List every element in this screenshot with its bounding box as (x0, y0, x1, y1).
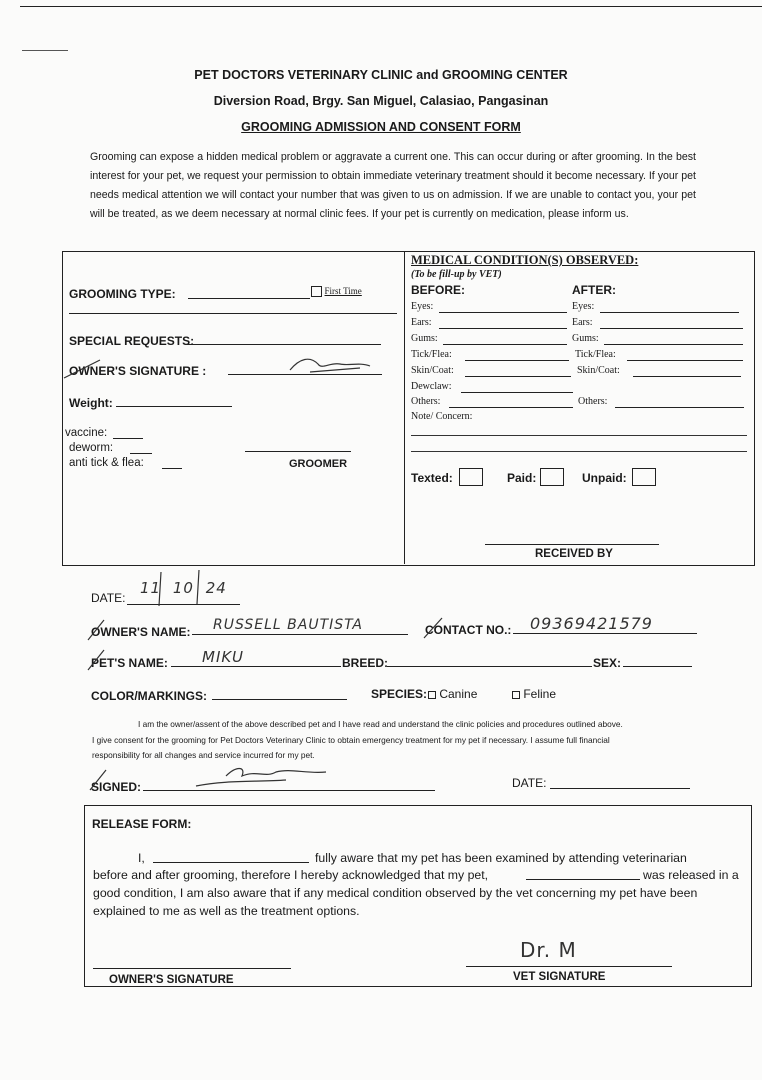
before-ears-field[interactable] (439, 316, 567, 329)
weight-field[interactable] (116, 394, 232, 407)
before-eyes-field[interactable] (439, 300, 567, 313)
release-text-2: before and after grooming, therefore I hereby acknowledged that my pet, (93, 868, 489, 882)
after-gums-label: Gums: (572, 333, 599, 344)
vaccine-label: vaccine: (65, 427, 108, 439)
vaccine-field[interactable] (113, 426, 143, 439)
before-skin-label: Skin/Coat: (411, 365, 454, 376)
before-eyes-label: Eyes: (411, 301, 434, 312)
release-i: I, (138, 851, 145, 865)
after-gums-field[interactable] (604, 332, 743, 345)
after-eyes-label: Eyes: (572, 301, 595, 312)
contact-value: 09369421579 (530, 614, 653, 633)
color-markings-label: COLOR/MARKINGS: (91, 689, 207, 703)
before-ears-label: Ears: (411, 317, 432, 328)
groomer-line (245, 451, 351, 452)
tick-marks-owner (86, 612, 446, 642)
species-label: SPECIES: (371, 687, 428, 701)
after-skin-field[interactable] (633, 364, 741, 377)
canine-option[interactable] (428, 687, 477, 701)
pet-name-label: PET'S NAME: (91, 656, 168, 670)
before-gums-field[interactable] (443, 332, 567, 345)
canine-checkbox[interactable] (428, 691, 436, 699)
scan-mark (22, 50, 68, 51)
release-text-3: was released in a (643, 868, 739, 882)
box-divider (404, 251, 405, 564)
date2-field[interactable] (550, 776, 690, 789)
owner-name-value: RUSSELL BAUTISTA (213, 617, 363, 633)
after-others-field[interactable] (615, 395, 744, 408)
grooming-type-field[interactable] (188, 286, 310, 299)
signed-label: SIGNED: (91, 780, 142, 794)
note-label: Note/ Concern: (411, 411, 473, 422)
owner-name-label: OWNER'S NAME: (91, 625, 191, 639)
feline-option[interactable] (512, 687, 556, 701)
texted-label: Texted: (411, 471, 453, 485)
after-eyes-field[interactable] (600, 300, 739, 313)
owner-sig-label: OWNER'S SIGNATURE (109, 974, 234, 986)
before-tick-label: Tick/Flea: (411, 349, 452, 360)
sex-label: SEX: (593, 656, 622, 670)
owner-signature-scribble (60, 352, 380, 382)
clinic-address: Diversion Road, Brgy. San Miguel, Calasiao, Pangasinan (213, 94, 549, 108)
grooming-type-label: GROOMING TYPE: (69, 287, 176, 301)
clinic-name: PET DOCTORS VETERINARY CLINIC and GROOMING CENTER (194, 68, 568, 82)
before-heading: BEFORE: (411, 283, 465, 297)
paid-label: Paid: (507, 471, 537, 485)
received-by-label: RECEIVED BY (535, 548, 613, 560)
anti-tick-label: anti tick & flea: (69, 457, 144, 469)
paid-checkbox[interactable] (540, 468, 564, 486)
texted-checkbox[interactable] (459, 468, 483, 486)
deworm-label: deworm: (69, 442, 114, 454)
after-tick-field[interactable] (627, 348, 743, 361)
pet-name-field[interactable] (171, 654, 341, 667)
release-text-5: explained to me as well as the treatment options. (93, 904, 360, 918)
after-ears-label: Ears: (572, 317, 593, 328)
anti-tick-field[interactable] (162, 456, 182, 469)
release-text-4: good condition, I am also aware that if any medical condition observed by the vet concerning my pet have been (93, 886, 698, 900)
consent-line-2: I give consent for the grooming for Pet Doctors Veterinary Clinic to obtain emergency treatment for my pet if necessary. I assume full financial (92, 735, 610, 745)
date-value: 11 10 24 (140, 579, 227, 597)
release-pet-field[interactable] (526, 867, 640, 880)
medical-subtitle: (To be fill-up by VET) (411, 269, 502, 280)
release-text-1: fully aware that my pet has been examined by attending veterinarian (315, 851, 687, 865)
weight-label: Weight: (69, 396, 113, 410)
vet-sig-value: Dr. M (520, 938, 577, 962)
before-skin-field[interactable] (465, 364, 571, 377)
owner-signature-label: OWNER'S SIGNATURE : (69, 364, 207, 378)
before-others-field[interactable] (449, 395, 573, 408)
dewclaw-field[interactable] (461, 380, 573, 393)
breed-label: BREED: (342, 656, 389, 670)
vet-sig-line[interactable] (466, 966, 672, 967)
before-gums-label: Gums: (411, 333, 438, 344)
medical-title: MEDICAL CONDITION(S) OBSERVED: (411, 253, 639, 267)
note-line-2[interactable] (411, 451, 747, 452)
received-by-line[interactable] (485, 544, 659, 545)
color-markings-field[interactable] (212, 687, 347, 700)
owner-sig-line[interactable] (93, 968, 291, 969)
sex-field[interactable] (623, 654, 692, 667)
first-time-checkbox[interactable] (311, 286, 322, 297)
pet-name-value: MIKU (202, 648, 244, 666)
deworm-field[interactable] (130, 441, 152, 454)
consent-line-3: responsibility for all changes and service incurred for my pet. (92, 750, 315, 760)
first-time-label: First Time (324, 286, 362, 296)
after-others-label: Others: (578, 396, 608, 407)
date-label: DATE: (91, 591, 126, 605)
unpaid-checkbox[interactable] (632, 468, 656, 486)
breed-field[interactable] (387, 654, 592, 667)
form-title: GROOMING ADMISSION AND CONSENT FORM (241, 120, 521, 134)
after-ears-field[interactable] (600, 316, 743, 329)
after-skin-label: Skin/Coat: (577, 365, 620, 376)
tick-mark-pet (86, 646, 116, 672)
feline-label: Feline (523, 687, 557, 701)
before-tick-field[interactable] (465, 348, 569, 361)
dewclaw-label: Dewclaw: (411, 381, 452, 392)
contact-label: CONTACT NO.: (425, 623, 512, 637)
release-name-field[interactable] (153, 850, 309, 863)
intro-paragraph: Grooming can expose a hidden medical problem or aggravate a current one. This can occur during or after grooming. In the best interest for your pet, we request your permission to obtain immediate veterinary treatment should it become necessary. If your pet needs medical attention we will contact your number that was given to us on admission. If we are unable to contact you, your pet will be treated, as we deem necessary at normal clinic fees. If your pet is currently on medication, please inform us. (90, 151, 696, 220)
vet-sig-label: VET SIGNATURE (513, 971, 606, 983)
signed-signature (86, 762, 356, 794)
groomer-label: GROOMER (289, 458, 348, 470)
release-title: RELEASE FORM: (92, 817, 192, 831)
special-requests-field[interactable] (185, 332, 381, 345)
after-heading: AFTER: (572, 283, 616, 297)
unpaid-label: Unpaid: (582, 471, 627, 485)
top-border (20, 6, 762, 7)
special-requests-label: SPECIAL REQUESTS: (69, 334, 195, 348)
first-time-option[interactable] (311, 286, 362, 297)
feline-checkbox[interactable] (512, 691, 520, 699)
date2-label: DATE: (512, 776, 547, 790)
consent-line-1: I am the owner/assent of the above described pet and I have read and understand the clinic policies and procedures outlined above. (138, 719, 623, 729)
date-slashes (155, 568, 210, 608)
note-line-1[interactable] (411, 435, 747, 436)
after-tick-label: Tick/Flea: (575, 349, 616, 360)
before-others-label: Others: (411, 396, 441, 407)
grooming-type-line2 (69, 313, 397, 314)
canine-label: Canine (439, 687, 478, 701)
